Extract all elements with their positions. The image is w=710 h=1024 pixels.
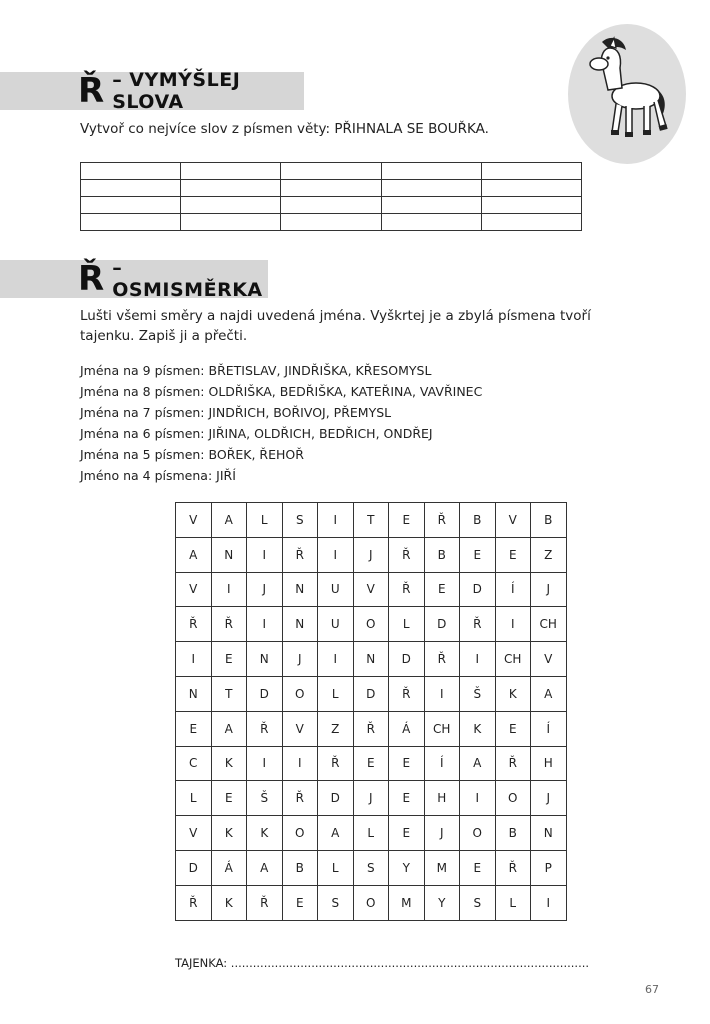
grid-cell[interactable]: V [176,572,212,607]
answer-cell[interactable] [81,163,181,180]
answer-cell[interactable] [181,197,281,214]
heading-letter: Ř [78,71,105,111]
grid-cell[interactable]: Z [531,537,567,572]
grid-cell[interactable]: C [176,746,212,781]
grid-cell[interactable]: V [495,503,531,538]
answer-cell[interactable] [381,197,481,214]
grid-cell[interactable]: Í [495,572,531,607]
grid-cell[interactable]: I [318,642,354,677]
grid-cell[interactable]: Ř [389,676,425,711]
grid-cell[interactable]: U [318,572,354,607]
section-heading-osmismerka [0,257,268,301]
grid-cell[interactable]: I [424,676,460,711]
grid-cell[interactable]: J [247,572,283,607]
page-number: 67 [645,983,659,996]
grid-cell[interactable]: Ř [211,607,247,642]
name-list-row [80,381,482,402]
grid-cell[interactable]: N [247,642,283,677]
word-search-grid [175,502,567,921]
grid-cell[interactable]: Ř [424,642,460,677]
grid-cell[interactable]: I [247,746,283,781]
grid-cell[interactable]: Á [389,711,425,746]
grid-row [176,676,567,711]
grid-cell[interactable]: D [247,676,283,711]
grid-cell[interactable]: I [318,503,354,538]
row-names: JIŘÍ [216,468,236,483]
grid-cell[interactable]: E [495,711,531,746]
grid-cell[interactable]: O [460,816,496,851]
grid-cell[interactable]: K [460,711,496,746]
row-names: JINDŘICH, BOŘIVOJ, PŘEMYSL [208,405,392,420]
grid-cell[interactable]: A [318,816,354,851]
grid-cell[interactable]: A [531,676,567,711]
grid-row [176,503,567,538]
heading-title: – VYMÝŠLEJ SLOVA [112,69,241,113]
grid-cell[interactable]: E [353,746,389,781]
task-instruction-1 [80,119,489,139]
grid-cell[interactable]: I [495,607,531,642]
grid-cell[interactable]: A [211,503,247,538]
grid-cell[interactable]: I [460,781,496,816]
grid-cell[interactable]: H [531,746,567,781]
grid-row [176,711,567,746]
grid-cell[interactable]: S [460,885,496,920]
grid-row [176,850,567,885]
answer-cell[interactable] [281,214,381,231]
grid-cell[interactable]: O [282,816,318,851]
grid-cell[interactable]: S [318,885,354,920]
grid-cell[interactable]: Ř [176,607,212,642]
grid-cell[interactable]: P [531,850,567,885]
grid-cell[interactable]: V [176,816,212,851]
grid-cell[interactable]: Ř [282,537,318,572]
answer-cell[interactable] [181,180,281,197]
grid-cell[interactable]: K [495,676,531,711]
grid-cell[interactable]: N [176,676,212,711]
grid-cell[interactable]: L [247,503,283,538]
grid-cell[interactable]: Y [424,885,460,920]
grid-cell[interactable]: S [282,503,318,538]
grid-cell[interactable]: J [531,572,567,607]
grid-cell[interactable]: Ř [353,711,389,746]
answer-cell[interactable] [281,180,381,197]
grid-cell[interactable]: L [176,781,212,816]
row-label: Jména na 9 písmen: [80,363,209,378]
grid-cell[interactable]: M [389,885,425,920]
grid-cell[interactable]: E [389,816,425,851]
grid-cell[interactable]: B [531,503,567,538]
grid-cell[interactable]: E [495,537,531,572]
name-list-row [80,423,482,444]
grid-cell[interactable]: I [247,537,283,572]
grid-cell[interactable]: Z [318,711,354,746]
grid-cell[interactable]: D [424,607,460,642]
grid-cell[interactable]: Ř [318,746,354,781]
grid-cell[interactable]: K [211,746,247,781]
row-names: JIŘINA, OLDŘICH, BEDŘICH, ONDŘEJ [208,426,433,441]
grid-cell[interactable]: D [389,642,425,677]
grid-cell[interactable]: V [282,711,318,746]
grid-cell[interactable]: Í [531,711,567,746]
grid-cell[interactable]: CH [495,642,531,677]
grid-cell[interactable]: S [353,850,389,885]
grid-cell[interactable]: I [211,572,247,607]
grid-cell[interactable]: Ř [424,503,460,538]
grid-cell[interactable]: J [353,537,389,572]
answer-cell[interactable] [481,180,581,197]
grid-cell[interactable]: E [460,537,496,572]
grid-cell[interactable]: A [247,850,283,885]
grid-cell[interactable]: N [531,816,567,851]
grid-cell[interactable]: N [353,642,389,677]
grid-cell[interactable]: E [211,642,247,677]
name-list [80,360,482,486]
row-label: Jména na 7 písmen: [80,405,209,420]
grid-cell[interactable]: I [247,607,283,642]
grid-cell[interactable]: B [282,850,318,885]
grid-cell[interactable]: H [424,781,460,816]
grid-cell[interactable]: D [318,781,354,816]
grid-cell[interactable]: B [495,816,531,851]
answer-cell[interactable] [381,214,481,231]
grid-cell[interactable]: N [282,572,318,607]
grid-cell[interactable]: Ř [389,572,425,607]
grid-cell[interactable]: E [176,711,212,746]
name-list-row [80,360,482,381]
grid-cell[interactable]: A [176,537,212,572]
answer-cell[interactable] [381,180,481,197]
grid-cell[interactable]: T [353,503,389,538]
grid-cell[interactable]: A [460,746,496,781]
grid-cell[interactable]: CH [424,711,460,746]
grid-cell[interactable]: Ř [176,885,212,920]
grid-cell[interactable]: K [247,816,283,851]
section-heading-vymyslej [0,69,304,113]
grid-cell[interactable]: U [318,607,354,642]
grid-cell[interactable]: E [389,503,425,538]
grid-row [176,537,567,572]
grid-cell[interactable]: Ř [495,746,531,781]
row-label: Jména na 5 písmen: [80,447,209,462]
grid-cell[interactable]: I [282,746,318,781]
name-list-row [80,402,482,423]
answer-cell[interactable] [181,214,281,231]
grid-cell[interactable]: J [424,816,460,851]
name-list-row [80,444,482,465]
grid-row [176,572,567,607]
name-list-row [80,465,482,486]
grid-row [176,642,567,677]
grid-cell[interactable]: V [176,503,212,538]
grid-cell[interactable]: E [460,850,496,885]
grid-cell[interactable]: J [531,781,567,816]
grid-cell[interactable]: T [211,676,247,711]
answer-cell[interactable] [181,163,281,180]
grid-cell[interactable]: Š [460,676,496,711]
grid-row [176,781,567,816]
answer-cell[interactable] [481,214,581,231]
grid-cell[interactable]: CH [531,607,567,642]
grid-row [176,746,567,781]
answer-cell[interactable] [81,180,181,197]
grid-cell[interactable]: N [211,537,247,572]
grid-cell[interactable]: L [389,607,425,642]
grid-row [176,816,567,851]
grid-cell[interactable]: E [389,781,425,816]
answer-table [80,162,582,231]
grid-cell[interactable]: J [353,781,389,816]
grid-cell[interactable]: Ř [247,885,283,920]
answer-cell[interactable] [281,197,381,214]
instruction-sentence: PŘIHNALA SE BOUŘKA. [334,121,489,137]
grid-cell[interactable]: B [424,537,460,572]
answer-cell[interactable] [81,197,181,214]
pony-icon [568,24,686,164]
grid-cell[interactable]: N [282,607,318,642]
grid-cell[interactable]: M [424,850,460,885]
grid-cell[interactable]: B [460,503,496,538]
grid-cell[interactable]: I [318,537,354,572]
grid-row [176,607,567,642]
grid-cell[interactable]: E [211,781,247,816]
grid-cell[interactable]: D [353,676,389,711]
pony-illustration [568,24,686,164]
grid-cell[interactable]: V [353,572,389,607]
grid-cell[interactable]: Ř [389,537,425,572]
grid-cell[interactable]: J [282,642,318,677]
instruction-text: Vytvoř co nejvíce slov z písmen věty: [80,121,335,137]
grid-cell[interactable]: Ř [460,607,496,642]
tajenka-line[interactable]: TAJENKA: .................................................................................................. [175,956,590,970]
grid-cell[interactable]: O [495,781,531,816]
grid-cell[interactable]: Ř [282,781,318,816]
grid-cell[interactable]: Y [389,850,425,885]
grid-cell[interactable]: D [176,850,212,885]
grid-cell[interactable]: E [424,572,460,607]
grid-row [176,885,567,920]
answer-cell[interactable] [481,163,581,180]
answer-cell[interactable] [281,163,381,180]
grid-cell[interactable]: L [318,850,354,885]
grid-cell[interactable]: K [211,885,247,920]
grid-cell[interactable]: I [531,885,567,920]
answer-cell[interactable] [481,197,581,214]
row-label: Jména na 6 písmen: [80,426,209,441]
grid-cell[interactable]: I [460,642,496,677]
grid-cell[interactable]: L [353,816,389,851]
grid-cell[interactable]: E [389,746,425,781]
row-label: Jména na 8 písmen: [80,384,209,399]
grid-cell[interactable]: V [531,642,567,677]
heading-letter: Ř [78,259,105,299]
task-instruction-2: Lušti všemi směry a najdi uvedená jména. Vyškrtej je a zbylá písmena tvoří tajenku. Zapiš ji a přečti. [80,308,591,344]
heading-title: – OSMISMĚRKA [112,257,263,301]
grid-cell[interactable]: O [353,885,389,920]
grid-cell[interactable]: Á [211,850,247,885]
grid-cell[interactable]: K [211,816,247,851]
grid-cell[interactable]: E [282,885,318,920]
answer-cell[interactable] [81,214,181,231]
grid-cell[interactable]: Í [424,746,460,781]
grid-cell[interactable]: L [318,676,354,711]
grid-cell[interactable]: Ř [495,850,531,885]
row-names: OLDŘIŠKA, BEDŘIŠKA, KATEŘINA, VAVŘINEC [208,384,483,399]
grid-cell[interactable]: I [176,642,212,677]
grid-cell[interactable]: D [460,572,496,607]
row-label: Jméno na 4 písmena: [80,468,217,483]
grid-cell[interactable]: O [282,676,318,711]
grid-cell[interactable]: Ř [247,711,283,746]
row-names: BŘETISLAV, JINDŘIŠKA, KŘESOMYSL [208,363,432,378]
grid-cell[interactable]: O [353,607,389,642]
grid-cell[interactable]: A [211,711,247,746]
answer-cell[interactable] [381,163,481,180]
row-names: BOŘEK, ŘEHOŘ [208,447,304,462]
grid-cell[interactable]: L [495,885,531,920]
grid-cell[interactable]: Š [247,781,283,816]
